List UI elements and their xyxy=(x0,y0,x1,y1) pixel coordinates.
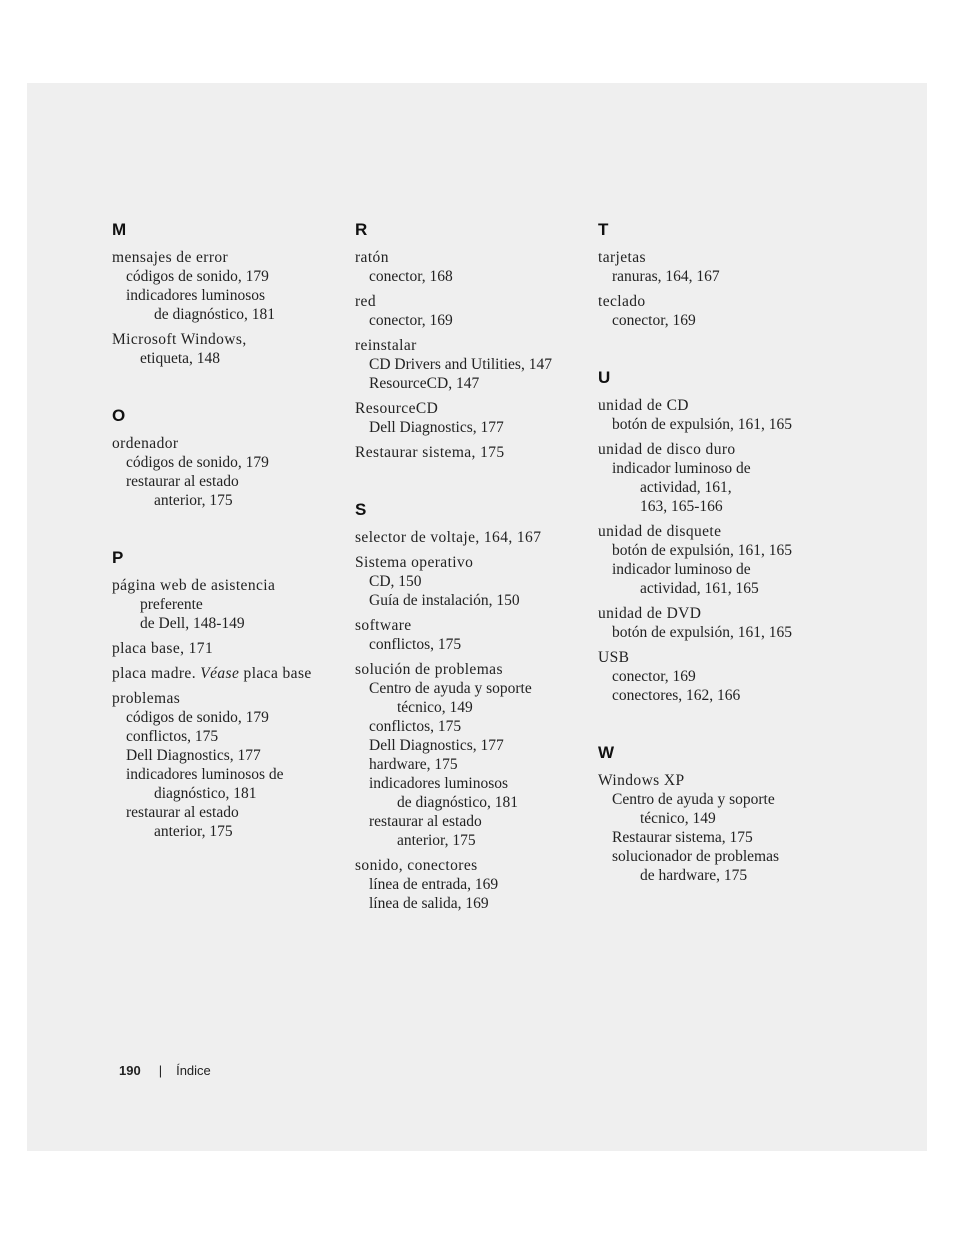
index-entry xyxy=(598,292,828,330)
index-section-p xyxy=(112,548,337,841)
index-entry xyxy=(598,771,828,885)
entry-term: Windows XP xyxy=(598,772,685,789)
entry-subterm: indicadores luminosos de xyxy=(126,766,284,783)
entry-term: solución de problemas xyxy=(355,661,503,678)
index-entry xyxy=(112,248,337,324)
index-entry xyxy=(355,292,585,330)
entry-term: unidad de disco duro xyxy=(598,441,736,458)
section-letter: R xyxy=(355,220,368,239)
entry-subterm: botón de expulsión, 161, 165 xyxy=(612,624,792,641)
index-entry xyxy=(598,248,828,286)
index-entry xyxy=(112,330,337,368)
entry-subterm: indicadores luminosos xyxy=(126,287,266,304)
entry-subterm: ranuras, 164, 167 xyxy=(612,268,720,285)
entry-term: reinstalar xyxy=(355,337,417,354)
section-letter: W xyxy=(598,743,615,762)
index-entry xyxy=(112,689,337,841)
index-entry xyxy=(355,443,585,462)
entry-continuation: actividad, 161, 165 xyxy=(640,580,759,597)
entry-continuation: anterior, 175 xyxy=(154,823,233,840)
entry-term: mensajes de error xyxy=(112,249,229,266)
entry-continuation: de hardware, 175 xyxy=(640,867,748,884)
index-entry xyxy=(112,434,337,510)
entry-subterm: conector, 169 xyxy=(612,312,696,329)
index-entry xyxy=(355,399,585,437)
entry-continuation: de diagnóstico, 181 xyxy=(154,306,275,323)
entry-term: Sistema operativo xyxy=(355,554,474,571)
index-entry xyxy=(598,522,828,598)
entry-subterm: solucionador de problemas xyxy=(612,848,780,865)
entry-term: ResourceCD xyxy=(355,400,439,417)
entry-subterm: CD Drivers and Utilities, 147 xyxy=(369,356,552,373)
index-column-3 xyxy=(598,220,828,923)
index-column-1 xyxy=(112,220,337,879)
see-reference-word: Véase xyxy=(200,665,240,682)
entry-continuation: diagnóstico, 181 xyxy=(154,785,257,802)
index-entry xyxy=(112,639,337,658)
section-letter: T xyxy=(598,220,609,239)
entry-term: selector de voltaje, 164, 167 xyxy=(355,529,542,546)
entry-subterm: conector, 169 xyxy=(612,668,696,685)
index-entry xyxy=(598,396,828,434)
index-section-r xyxy=(355,220,585,462)
entry-continuation: anterior, 175 xyxy=(154,492,233,509)
index-entry xyxy=(355,528,585,547)
entry-continuation: técnico, 149 xyxy=(640,810,716,827)
entry-subterm: Dell Diagnostics, 177 xyxy=(126,747,261,764)
entry-subterm: indicadores luminosos xyxy=(369,775,509,792)
index-section-o xyxy=(112,406,337,510)
section-letter: S xyxy=(355,500,367,519)
entry-continuation: 163, 165-166 xyxy=(640,498,723,515)
section-letter: P xyxy=(112,548,124,567)
section-letter: U xyxy=(598,368,611,387)
index-entry xyxy=(355,336,585,393)
entry-continuation: etiqueta, 148 xyxy=(140,350,221,367)
entry-subterm: conflictos, 175 xyxy=(369,636,462,653)
entry-term: unidad de DVD xyxy=(598,605,702,622)
index-entry xyxy=(355,856,585,913)
entry-subterm: conflictos, 175 xyxy=(126,728,219,745)
entry-term: Microsoft Windows, xyxy=(112,331,247,348)
entry-subterm: hardware, 175 xyxy=(369,756,458,773)
entry-term: ratón xyxy=(355,249,389,266)
entry-subterm: códigos de sonido, 179 xyxy=(126,454,269,471)
entry-subterm: indicador luminoso de xyxy=(612,561,751,578)
index-entry xyxy=(355,660,585,850)
entry-term: ordenador xyxy=(112,435,179,452)
index-page xyxy=(27,83,927,1151)
entry-subterm: códigos de sonido, 179 xyxy=(126,709,269,726)
entry-subterm: ResourceCD, 147 xyxy=(369,375,480,392)
entry-subterm: CD, 150 xyxy=(369,573,422,590)
index-entry xyxy=(355,248,585,286)
section-letter: M xyxy=(112,220,127,239)
entry-subterm: botón de expulsión, 161, 165 xyxy=(612,542,792,559)
entry-subterm: Guía de instalación, 150 xyxy=(369,592,520,609)
index-section-u xyxy=(598,368,828,705)
index-column-2 xyxy=(355,220,585,951)
entry-subterm: Centro de ayuda y soporte xyxy=(612,791,775,808)
entry-subterm: restaurar al estado xyxy=(126,473,239,490)
index-section-w xyxy=(598,743,828,885)
entry-term: USB xyxy=(598,649,630,666)
index-entry xyxy=(598,604,828,642)
entry-term: placa base, 171 xyxy=(112,640,214,657)
index-entry xyxy=(355,616,585,654)
entry-subterm: conectores, 162, 166 xyxy=(612,687,741,704)
index-entry xyxy=(598,440,828,516)
entry-term: unidad de disquete xyxy=(598,523,722,540)
entry-term: placa madre. Véase placa base xyxy=(112,665,312,682)
entry-subterm: indicador luminoso de xyxy=(612,460,751,477)
index-section-s xyxy=(355,500,585,913)
entry-term: Restaurar sistema, 175 xyxy=(355,444,505,461)
footer-separator: | xyxy=(158,1063,163,1078)
entry-subterm: restaurar al estado xyxy=(369,813,482,830)
entry-subterm: Dell Diagnostics, 177 xyxy=(369,737,504,754)
entry-continuation: preferente xyxy=(140,596,203,613)
entry-term: página web de asistencia xyxy=(112,577,276,594)
entry-subterm: línea de entrada, 169 xyxy=(369,876,499,893)
entry-subterm: conector, 168 xyxy=(369,268,453,285)
entry-term: sonido, conectores xyxy=(355,857,478,874)
entry-subterm: códigos de sonido, 179 xyxy=(126,268,269,285)
index-entry xyxy=(598,648,828,705)
index-entry xyxy=(112,664,337,683)
footer-section-title: Índice xyxy=(176,1063,211,1078)
page-footer xyxy=(119,1063,211,1078)
entry-continuation: anterior, 175 xyxy=(397,832,476,849)
entry-term: teclado xyxy=(598,293,646,310)
entry-subterm: conflictos, 175 xyxy=(369,718,462,735)
page-number: 190 xyxy=(119,1063,141,1078)
entry-continuation: de Dell, 148-149 xyxy=(140,615,245,632)
entry-term: problemas xyxy=(112,690,181,707)
entry-term: unidad de CD xyxy=(598,397,689,414)
index-section-m xyxy=(112,220,337,368)
entry-subterm: Centro de ayuda y soporte xyxy=(369,680,532,697)
entry-term: red xyxy=(355,293,376,310)
entry-subterm: restaurar al estado xyxy=(126,804,239,821)
entry-term: tarjetas xyxy=(598,249,646,266)
index-entry xyxy=(112,576,337,633)
entry-continuation: técnico, 149 xyxy=(397,699,473,716)
entry-subterm: línea de salida, 169 xyxy=(369,895,489,912)
entry-subterm: conector, 169 xyxy=(369,312,453,329)
index-section-t xyxy=(598,220,828,330)
entry-subterm: Restaurar sistema, 175 xyxy=(612,829,753,846)
entry-term: software xyxy=(355,617,412,634)
entry-subterm: botón de expulsión, 161, 165 xyxy=(612,416,792,433)
entry-continuation: de diagnóstico, 181 xyxy=(397,794,518,811)
entry-subterm: Dell Diagnostics, 177 xyxy=(369,419,504,436)
entry-continuation: actividad, 161, xyxy=(640,479,732,496)
section-letter: O xyxy=(112,406,126,425)
index-entry xyxy=(355,553,585,610)
